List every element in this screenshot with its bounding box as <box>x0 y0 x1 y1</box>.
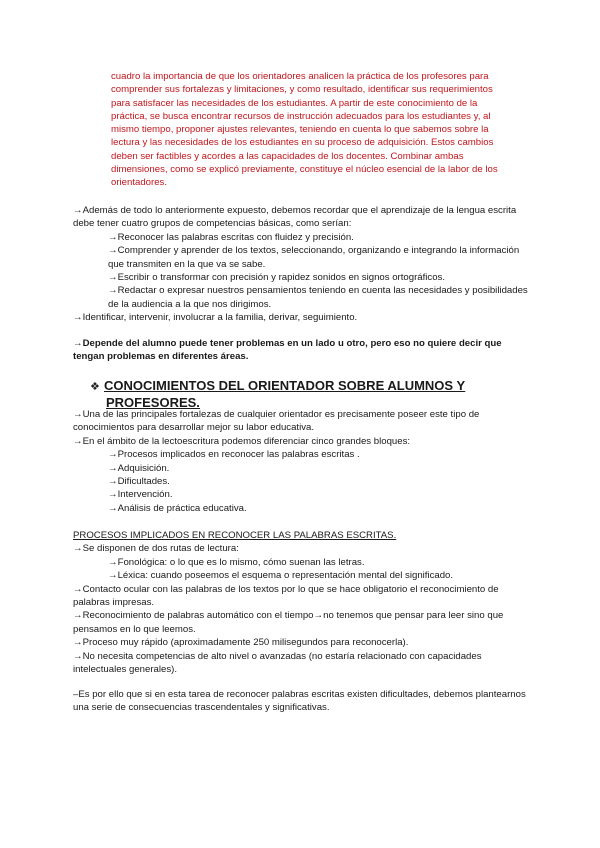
ruta-item: →Fonológica: o lo que es lo mismo, cómo suenan las letras. <box>108 556 365 568</box>
procesos-p2: →Contacto ocular con las palabras de los textos por lo que se hace obligatorio el reconocimiento de palabras impresas. <box>73 583 499 609</box>
bloque-item: →Adquisición. <box>108 462 170 474</box>
competencia-item: →Reconocer las palabras escritas con fluidez y precisión. <box>108 231 354 243</box>
section-heading <box>90 378 510 411</box>
bloque-item: →Intervención. <box>108 489 173 501</box>
bloque-item: →Procesos implicados en reconocer las palabras escritas . <box>108 449 360 461</box>
bold-paragraph: →Depende del alumno puede tener problemas en un lado u otro, pero eso no quiere decir que tengan problemas en diferentes áreas. <box>73 338 502 363</box>
closing-paragraph: –Es por ello que si en esta tarea de reconocer palabras escritas existen dificultades, debemos plantearnos una serie de consecuencias trascendentales y significativas. <box>73 689 526 714</box>
procesos-p5: →No necesita competencias de alto nivel o avanzadas (no estaría relacionado con capacidades intelectuales generales). <box>73 650 482 676</box>
procesos-block <box>73 529 528 676</box>
red-paragraph: cuadro la importancia de que los orientadores analicen la práctica de los profesores para comprender sus fortalezas y limitaciones, y como resultado, identificar sus requerimientos para satisfacer las necesidades de los estudiantes. A partir de este conocimiento de la práctica, se busca encontrar recursos de instrucción adecuados para los estudiantes y, al mismo tiempo, proponer ajustes relevantes, teniendo en cuenta lo que sabemos sobre la lectura y las necesidades de los estudiantes en su proceso de adquisición. Estos cambios deben ser factibles y acordes a las capacidades de los docentes. Combinar ambas dimensiones, como se explicó previamente, constituye el núcleo esencial de la labor de los orientadores. <box>111 71 498 189</box>
diamond-bullet-icon: ❖ <box>90 381 100 393</box>
ruta-item: →Léxica: cuando poseemos el esquema o representación mental del significado. <box>108 570 454 582</box>
competencias-intro: →Además de todo lo anteriormente expuesto, debemos recordar que el aprendizaje de la lengua escrita debe tener cuatro grupos de competencias básicas, como serían: <box>73 205 517 230</box>
procesos-p1: →Se disponen de dos rutas de lectura: <box>73 543 239 555</box>
competencia-item: →Escribir o transformar con precisión y rapidez sonidos en signos ortográficos. <box>108 272 445 284</box>
procesos-p4: →Proceso muy rápido (aproximadamente 250 milisegundos para reconocerla). <box>73 637 409 649</box>
bloques-p2: →En el ámbito de la lectoescritura podemos diferenciar cinco grandes bloques: <box>73 435 411 447</box>
competencia-item: →Redactar o expresar nuestros pensamientos teniendo en cuenta las necesidades y posibilidades de la audiencia a la que nos dirigimos. <box>108 285 528 310</box>
competencias-block <box>73 204 528 325</box>
competencias-last: →Identificar, intervenir, involucrar a la familia, derivar, seguimiento. <box>73 312 358 324</box>
bloques-block <box>73 408 528 515</box>
procesos-p3: →Reconocimiento de palabras automático con el tiempo→no tenemos que pensar para leer sino que pensamos en lo que leemos. <box>73 610 504 635</box>
bloque-item: →Análisis de práctica educativa. <box>108 502 247 514</box>
bloques-p1: →Una de las principales fortalezas de cualquier orientador es precisamente poseer este tipo de conocimientos para desarrollar mejor su labor educativa. <box>73 409 480 434</box>
section-heading-line1: CONOCIMIENTOS DEL ORIENTADOR SOBRE ALUMNOS Y <box>104 378 466 393</box>
competencia-item: →Comprender y aprender de los textos, seleccionando, organizando e integrando la información que transmiten en la que va se sabe. <box>108 245 520 270</box>
procesos-subheading: PROCESOS IMPLICADOS EN RECONOCER LAS PALABRAS ESCRITAS. <box>73 530 397 541</box>
section-heading-line2: PROFESORES. <box>106 395 200 410</box>
bloque-item: →Dificultades. <box>108 476 170 488</box>
